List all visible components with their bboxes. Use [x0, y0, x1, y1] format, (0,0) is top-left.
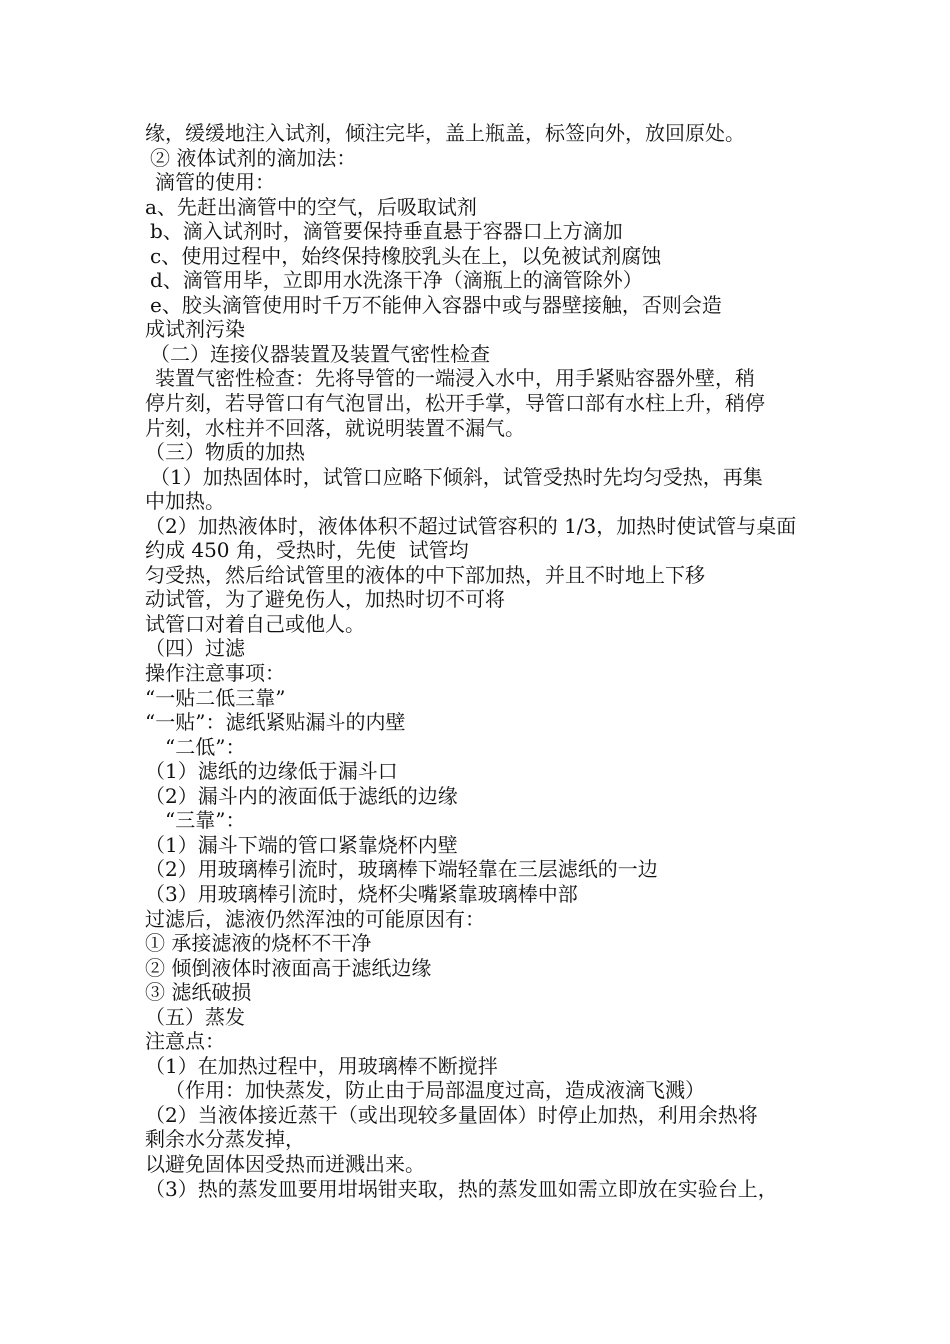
section-heading: （三）物质的加热	[145, 440, 305, 465]
text-line: （2）加热液体时，液体体积不超过试管容积的 1/3，加热时使试管与桌面	[145, 513, 797, 538]
text-line: 片刻，水柱并不回落，就说明装置不漏气。	[145, 415, 525, 440]
text-line: 匀受热，然后给试管里的液体的中下部加热，并且不时地上下移	[145, 562, 705, 587]
text-line: （2）用玻璃棒引流时，玻璃棒下端轻靠在三层滤纸的一边	[145, 857, 658, 882]
text-line: 操作注意事项：	[145, 661, 285, 686]
text-line: c、使用过程中，始终保持橡胶乳头在上，以免被试剂腐蚀	[150, 243, 662, 268]
text-line: ② 倾倒液体时液面高于滤纸边缘	[145, 955, 432, 980]
text-line: 滴管的使用：	[155, 170, 275, 195]
text-line: （1）滤纸的边缘低于漏斗口	[145, 759, 398, 784]
section-heading: （四）过滤	[145, 636, 245, 661]
section-heading: （五）蒸发	[145, 1004, 245, 1029]
text-line: 过滤后，滤液仍然浑浊的可能原因有：	[145, 906, 485, 931]
text-line: （1）在加热过程中，用玻璃棒不断搅拌	[145, 1053, 498, 1078]
text-line: 装置气密性检查：先将导管的一端浸入水中，用手紧贴容器外壁，稍	[155, 366, 755, 391]
text-line: ① 承接滤液的烧杯不干净	[145, 931, 372, 956]
text-line: ② 液体试剂的滴加法：	[150, 145, 357, 170]
section-heading: （二）连接仪器装置及装置气密性检查	[150, 341, 490, 366]
text-line: （2）当液体接近蒸干（或出现较多量固体）时停止加热，利用余热将	[145, 1102, 758, 1127]
text-line: “一贴二低三靠”	[145, 685, 286, 710]
text-line: （1）加热固体时，试管口应略下倾斜，试管受热时先均匀受热，再集	[150, 464, 763, 489]
text-line: 中加热。	[145, 489, 225, 514]
text-line: （2）漏斗内的液面低于滤纸的边缘	[145, 783, 458, 808]
text-line: 动试管，为了避免伤人，加热时切不可将	[145, 587, 505, 612]
document-body	[145, 121, 815, 1201]
text-line: （1）漏斗下端的管口紧靠烧杯内壁	[145, 832, 458, 857]
text-line: 剩余水分蒸发掉，	[145, 1127, 305, 1152]
text-line: 约成 450 角，受热时，先使 试管均	[145, 538, 469, 563]
text-line: 以避免固体因受热而迸溅出来。	[145, 1151, 425, 1176]
text-line: 注意点：	[145, 1029, 225, 1054]
text-line: “三靠”：	[165, 808, 246, 833]
text-line: 停片刻，若导管口有气泡冒出，松开手掌，导管口部有水柱上升，稍停	[145, 391, 765, 416]
text-line: a、先赶出滴管中的空气，后吸取试剂	[145, 194, 477, 219]
text-line: e、胶头滴管使用时千万不能伸入容器中或与器壁接触，否则会造	[150, 292, 722, 317]
text-line: 缘，缓缓地注入试剂，倾注完毕，盖上瓶盖，标签向外，放回原处。	[145, 121, 745, 145]
text-line: ③ 滤纸破损	[145, 980, 252, 1005]
text-line: b、滴入试剂时，滴管要保持垂直悬于容器口上方滴加	[150, 219, 623, 244]
text-line: （3）热的蒸发皿要用坩埚钳夹取，热的蒸发皿如需立即放在实验台上，	[145, 1176, 778, 1201]
text-line: d、滴管用毕，立即用水洗涤干净（滴瓶上的滴管除外）	[150, 268, 643, 293]
text-line: “一贴”：滤纸紧贴漏斗的内壁	[145, 710, 406, 735]
text-line: （3）用玻璃棒引流时，烧杯尖嘴紧靠玻璃棒中部	[145, 881, 578, 906]
text-line: “二低”：	[165, 734, 246, 759]
text-line: 试管口对着自己或他人。	[145, 611, 365, 636]
text-line: （作用：加快蒸发，防止由于局部温度过高，造成液滴飞溅）	[165, 1078, 705, 1103]
text-line: 成试剂污染	[145, 317, 245, 342]
